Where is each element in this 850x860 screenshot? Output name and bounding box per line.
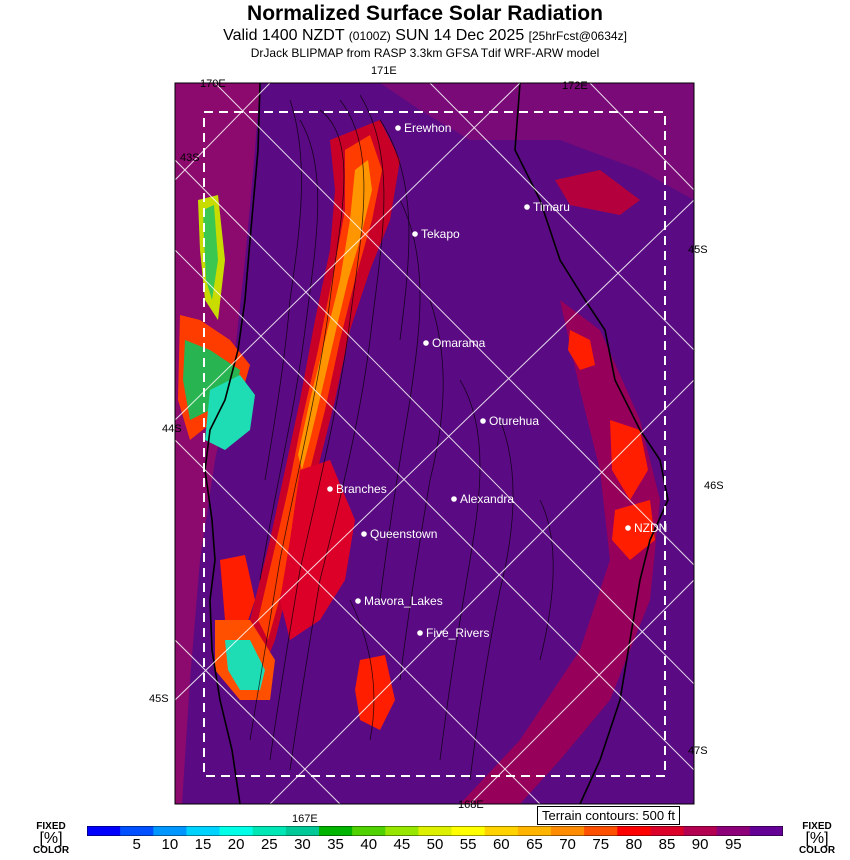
place-label-timaru: Timaru <box>533 200 570 214</box>
colorbar-cell <box>717 826 751 836</box>
colorbar-tick-label: 50 <box>426 836 444 853</box>
colorbar <box>87 826 783 836</box>
colorbar-side-right <box>796 822 838 856</box>
colorbar-cell <box>518 826 552 836</box>
place-label-alexandra: Alexandra <box>460 492 515 506</box>
place-marker <box>395 125 401 131</box>
place-marker <box>417 630 423 636</box>
lat-label-46s: 46S <box>704 480 724 492</box>
colorbar-tick-label: 80 <box>625 836 643 853</box>
colorbar-tick-label: 65 <box>526 836 543 853</box>
place-marker <box>625 525 631 531</box>
place-marker <box>480 418 486 424</box>
place-label-branches: Branches <box>336 482 387 496</box>
field-layer <box>175 83 694 804</box>
place-marker <box>327 486 333 492</box>
percent-label-left: [%] <box>39 830 63 847</box>
colorbar-tick-label: 25 <box>260 836 278 853</box>
place-marker <box>451 496 457 502</box>
color-label-left: COLOR <box>32 845 70 856</box>
colorbar-cell <box>452 826 486 836</box>
lon-label-172e: 172E <box>562 80 588 92</box>
colorbar-cell <box>584 826 618 836</box>
valid-fcst: [25hrFcst@0634z] <box>528 29 627 43</box>
place-marker <box>524 204 530 210</box>
colorbar-cell <box>684 826 718 836</box>
percent-label-right: [%] <box>805 830 829 847</box>
place-label-omarama: Omarama <box>432 336 486 350</box>
colorbar-tick-label: 70 <box>559 836 576 853</box>
place-label-erewhon: Erewhon <box>404 121 452 135</box>
place-marker <box>412 231 418 237</box>
colorbar-tick-label: 30 <box>294 836 311 853</box>
valid-main: Valid 1400 NZDT <box>223 27 349 44</box>
terrain-contours-note: Terrain contours: 500 ft <box>537 806 680 825</box>
colorbar-tick-label: 60 <box>492 836 510 853</box>
color-label-right: COLOR <box>798 845 836 856</box>
colorbar-tick-label: 55 <box>459 836 477 853</box>
colorbar-tick-label: 10 <box>161 836 179 853</box>
colorbar-cell <box>650 826 684 836</box>
place-marker <box>361 531 367 537</box>
colorbar-tick-label: 90 <box>691 836 709 853</box>
lat-label-44s: 44S <box>162 423 182 435</box>
colorbar-cell <box>120 826 154 836</box>
colorbar-tick-label: 40 <box>360 836 378 853</box>
lat-label-45s-right: 45S <box>688 244 708 256</box>
colorbar-cell <box>352 826 386 836</box>
colorbar-tick-label: 35 <box>327 836 344 853</box>
colorbar-cell <box>220 826 254 836</box>
colorbar-cell <box>253 826 287 836</box>
colorbar-cell <box>617 826 651 836</box>
lon-label-170e: 170E <box>200 78 226 90</box>
colorbar-labels <box>0 836 850 856</box>
place-label-mavora-lakes: Mavora_Lakes <box>364 594 443 608</box>
colorbar-cell <box>551 826 585 836</box>
lat-label-45s-left: 45S <box>149 693 169 705</box>
lon-label-168e: 168E <box>458 799 484 811</box>
place-label-queenstown: Queenstown <box>370 527 438 541</box>
colorbar-tick-label: 95 <box>724 836 742 853</box>
colorbar-cell <box>186 826 220 836</box>
colorbar-tick-label: 85 <box>658 836 676 853</box>
fixed-label-left: FIXED <box>36 821 66 832</box>
colorbar-cell <box>319 826 353 836</box>
chart-title: Normalized Surface Solar Radiation <box>247 2 603 25</box>
colorbar-cell <box>485 826 519 836</box>
place-label-oturehua: Oturehua <box>489 414 540 428</box>
colorbar-cell <box>87 826 121 836</box>
place-label-five-rivers: Five_Rivers <box>426 626 490 640</box>
lat-label-43s: 43S <box>180 152 200 164</box>
valid-utc: (0100Z) <box>348 29 391 43</box>
colorbar-side-left <box>30 822 72 856</box>
model-line: DrJack BLIPMAP from RASP 3.3km GFSA Tdif WRF-ARW model <box>250 46 600 60</box>
colorbar-cell <box>153 826 187 836</box>
colorbar-cell <box>286 826 320 836</box>
lat-label-47s: 47S <box>688 745 708 757</box>
lon-label-171e: 171E <box>371 65 397 77</box>
colorbar-tick-label: 75 <box>592 836 610 853</box>
valid-date: SUN 14 Dec 2025 <box>390 27 529 44</box>
colorbar-tick-label: 5 <box>132 836 141 853</box>
colorbar-tick-label: 20 <box>227 836 245 853</box>
place-marker <box>355 598 361 604</box>
colorbar-tick-label: 45 <box>393 836 411 853</box>
place-marker <box>423 340 429 346</box>
colorbar-cell <box>418 826 452 836</box>
fixed-label-right: FIXED <box>802 821 832 832</box>
colorbar-cells <box>87 826 783 836</box>
place-label-tekapo: Tekapo <box>421 227 460 241</box>
place-label-nzdn: NZDN <box>634 521 668 535</box>
colorbar-cell <box>385 826 419 836</box>
colorbar-tick-label: 15 <box>194 836 212 853</box>
colorbar-cell <box>750 826 783 836</box>
lon-label-167e: 167E <box>292 813 318 825</box>
